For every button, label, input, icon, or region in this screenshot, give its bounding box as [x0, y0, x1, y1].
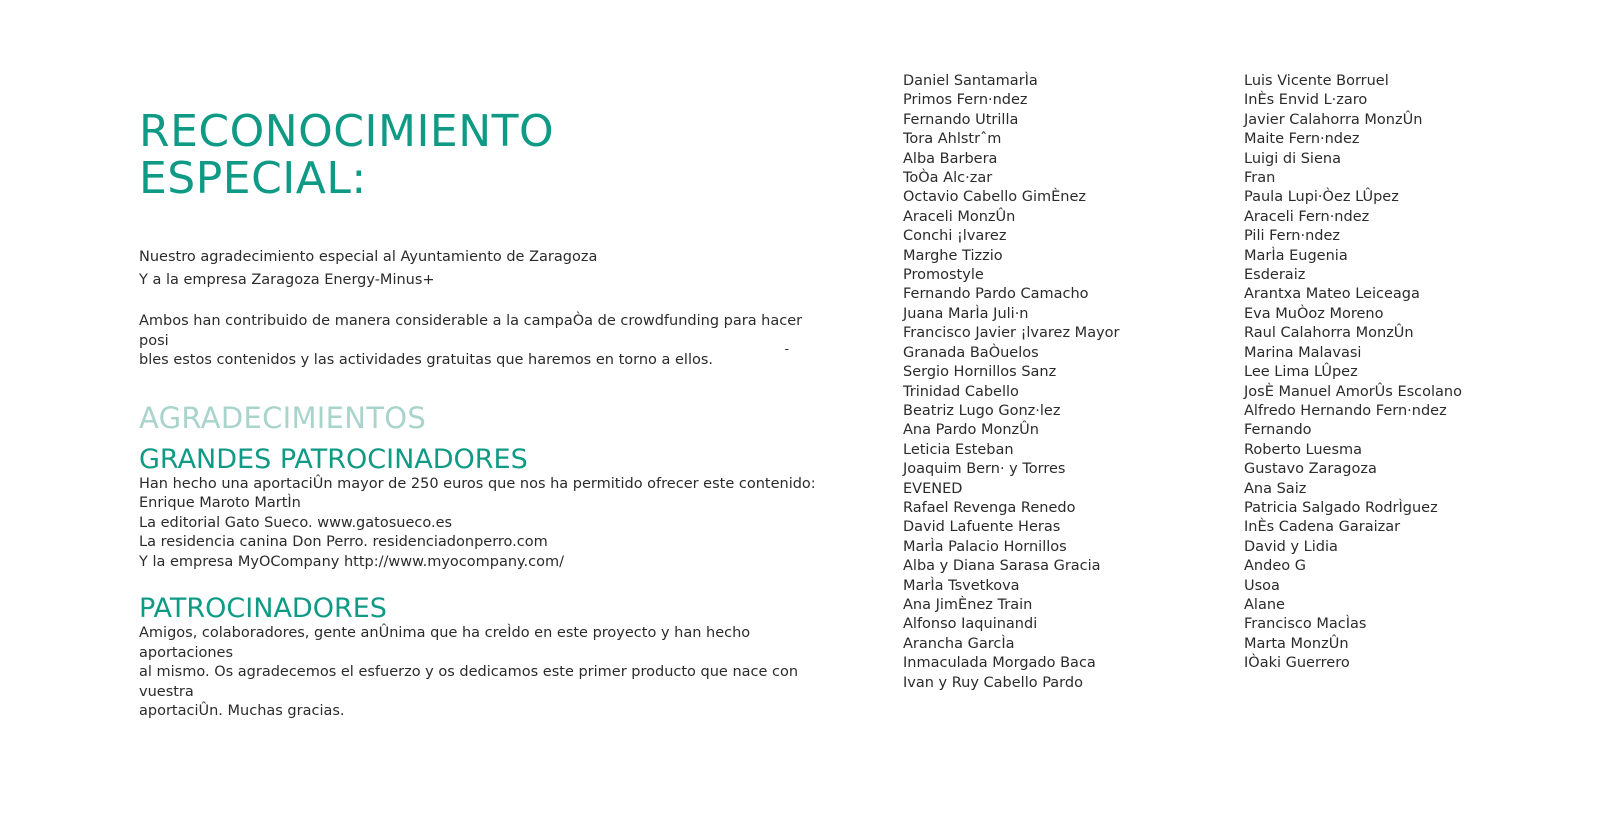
name-item: Patricia Salgado RodrÌguez: [1244, 499, 1438, 516]
sponsor-line: Enrique Maroto MartÌn: [139, 495, 301, 511]
name-item: Marina Malavasi: [1244, 344, 1362, 361]
name-item: Roberto Luesma: [1244, 441, 1363, 458]
name-item: MarÌa Tsvetkova: [903, 577, 1020, 594]
name-item: Francisco MacÌas: [1244, 616, 1367, 633]
name-item: JosÈ Manuel AmorÛs Escolano: [1244, 383, 1462, 400]
name-item: Maite Fern·ndez: [1244, 131, 1360, 148]
name-item: Ana Saiz: [1244, 480, 1307, 497]
paragraph-dash: -: [784, 342, 789, 356]
name-item: Lee Lima LÛpez: [1244, 364, 1358, 381]
intro-line: Y a la empresa Zaragoza Energy-Minus+: [139, 272, 435, 288]
name-item: Conchi ¡lvarez: [903, 228, 1007, 245]
patrocinadores-line: al mismo. Os agradecemos el esfuerzo y os dedicamos este primer producto que nace con vuestra: [139, 664, 799, 700]
name-item: Paula Lupi·Òez LÛpez: [1244, 189, 1399, 206]
name-item: IÒaki Guerrero: [1244, 655, 1350, 672]
paragraph-line: bles estos contenidos y las actividades gratuitas que haremos en torno a ellos.: [139, 352, 714, 368]
sponsor-line: La residencia canina Don Perro. residenciadonperro.com: [139, 534, 548, 550]
name-item: Ana JimÈnez Train: [903, 596, 1033, 613]
name-item: InÈs Envid L·zaro: [1244, 92, 1368, 109]
name-item: Tora Ahlstrˆm: [903, 131, 1002, 148]
name-item: Alfonso Iaquinandi: [903, 616, 1038, 633]
name-item: David Lafuente Heras: [903, 519, 1061, 536]
name-item: Arancha GarcÌa: [903, 635, 1015, 652]
sponsor-line: La editorial Gato Sueco. www.gatosueco.es: [139, 514, 453, 531]
name-item: Francisco Javier ¡lvarez Mayor: [903, 325, 1120, 342]
patrocinadores-text: [139, 624, 819, 722]
agradecimientos-heading: AGRADECIMIENTOS: [139, 400, 427, 435]
name-item: MarÌa Palacio Hornillos: [903, 538, 1067, 555]
name-item: Andeo G: [1244, 558, 1306, 575]
paragraph-line: Ambos han contribuido de manera considerable a la campaÒa de crowdfunding para hacer posi: [139, 313, 803, 349]
name-item: Fran: [1244, 170, 1276, 187]
name-item: Fernando Utrilla: [903, 111, 1019, 128]
name-item: ToÒa Alc·zar: [903, 170, 993, 187]
name-item: Sergio Hornillos Sanz: [903, 364, 1057, 381]
name-item: Luis Vicente Borruel: [1244, 73, 1389, 89]
name-item: Fernando Pardo Camacho: [903, 286, 1089, 303]
name-item: Raul Calahorra MonzÛn: [1244, 325, 1414, 342]
name-item: David y Lidia: [1244, 538, 1338, 555]
name-item: Usoa: [1244, 577, 1280, 594]
name-item: Primos Fern·ndez: [903, 92, 1028, 109]
name-item: Alba Barbera: [903, 150, 998, 167]
name-item: Gustavo Zaragoza: [1244, 461, 1377, 478]
name-item: Araceli Fern·ndez: [1244, 208, 1370, 225]
name-item: Ana Pardo MonzÛn: [903, 422, 1039, 439]
name-item: Pili Fern·ndez: [1244, 228, 1341, 245]
name-item: Granada BaÒuelos: [903, 344, 1039, 361]
contribution-paragraph: [139, 312, 819, 371]
name-item: InÈs Cadena Garaizar: [1244, 519, 1401, 536]
title-line-2: ESPECIAL:: [139, 153, 367, 204]
name-item: Beatriz Lugo Gonz·lez: [903, 402, 1061, 419]
name-item: EVENED: [903, 480, 963, 497]
name-item: Luigi di Siena: [1244, 150, 1341, 167]
name-item: Octavio Cabello GimÈnez: [903, 189, 1086, 206]
patrocinadores-heading: PATROCINADORES: [139, 593, 387, 624]
name-item: Alane: [1244, 596, 1285, 613]
grandes-patrocinadores-heading: GRANDES PATROCINADORES: [139, 443, 528, 475]
page-title: [139, 108, 819, 202]
intro-text: [139, 246, 819, 292]
name-item: Javier Calahorra MonzÛn: [1244, 111, 1423, 128]
name-item: Esderaiz: [1244, 267, 1306, 284]
name-item: Alba y Diana Sarasa Gracia: [903, 558, 1101, 575]
name-item: Marghe Tizzio: [903, 247, 1003, 264]
name-item: Leticia Esteban: [903, 441, 1014, 458]
name-item: Promostyle: [903, 267, 984, 284]
name-item: Trinidad Cabello: [903, 383, 1019, 400]
name-item: Inmaculada Morgado Baca: [903, 655, 1096, 672]
name-item: Juana MarÌa Juli·n: [903, 305, 1029, 322]
intro-line: Nuestro agradecimiento especial al Ayuntamiento de Zaragoza: [139, 249, 598, 265]
name-item: Araceli MonzÛn: [903, 208, 1016, 225]
sponsor-line: Y la empresa MyOCompany http://www.myocompany.com/: [139, 553, 565, 570]
patrocinadores-line: aportaciÛn. Muchas gracias.: [139, 703, 345, 719]
grandes-patrocinadores-text: [139, 475, 819, 573]
title-line-1: RECONOCIMIENTO: [139, 106, 555, 157]
names-column-1: [903, 72, 1120, 693]
name-item: Marta MonzÛn: [1244, 635, 1349, 652]
name-item: MarÌa Eugenia: [1244, 247, 1348, 264]
name-item: Arantxa Mateo Leiceaga: [1244, 286, 1420, 303]
name-item: Alfredo Hernando Fern·ndez: [1244, 402, 1447, 419]
sponsor-line: Han hecho una aportaciÛn mayor de 250 euros que nos ha permitido ofrecer este contenido:: [139, 475, 816, 492]
name-item: Rafael Revenga Renedo: [903, 499, 1076, 516]
patrocinadores-line: Amigos, colaboradores, gente anÛnima que ha creÌdo en este proyecto y han hecho aportaciones: [139, 625, 751, 661]
name-item: Daniel SantamarÌa: [903, 73, 1038, 89]
names-column-2: [1244, 72, 1462, 674]
name-item: Eva MuÒoz Moreno: [1244, 305, 1384, 322]
name-item: Ivan y Ruy Cabello Pardo: [903, 674, 1083, 691]
name-item: Fernando: [1244, 422, 1312, 439]
name-item: Joaquim Bern· y Torres: [903, 461, 1066, 478]
left-column: [139, 108, 819, 722]
